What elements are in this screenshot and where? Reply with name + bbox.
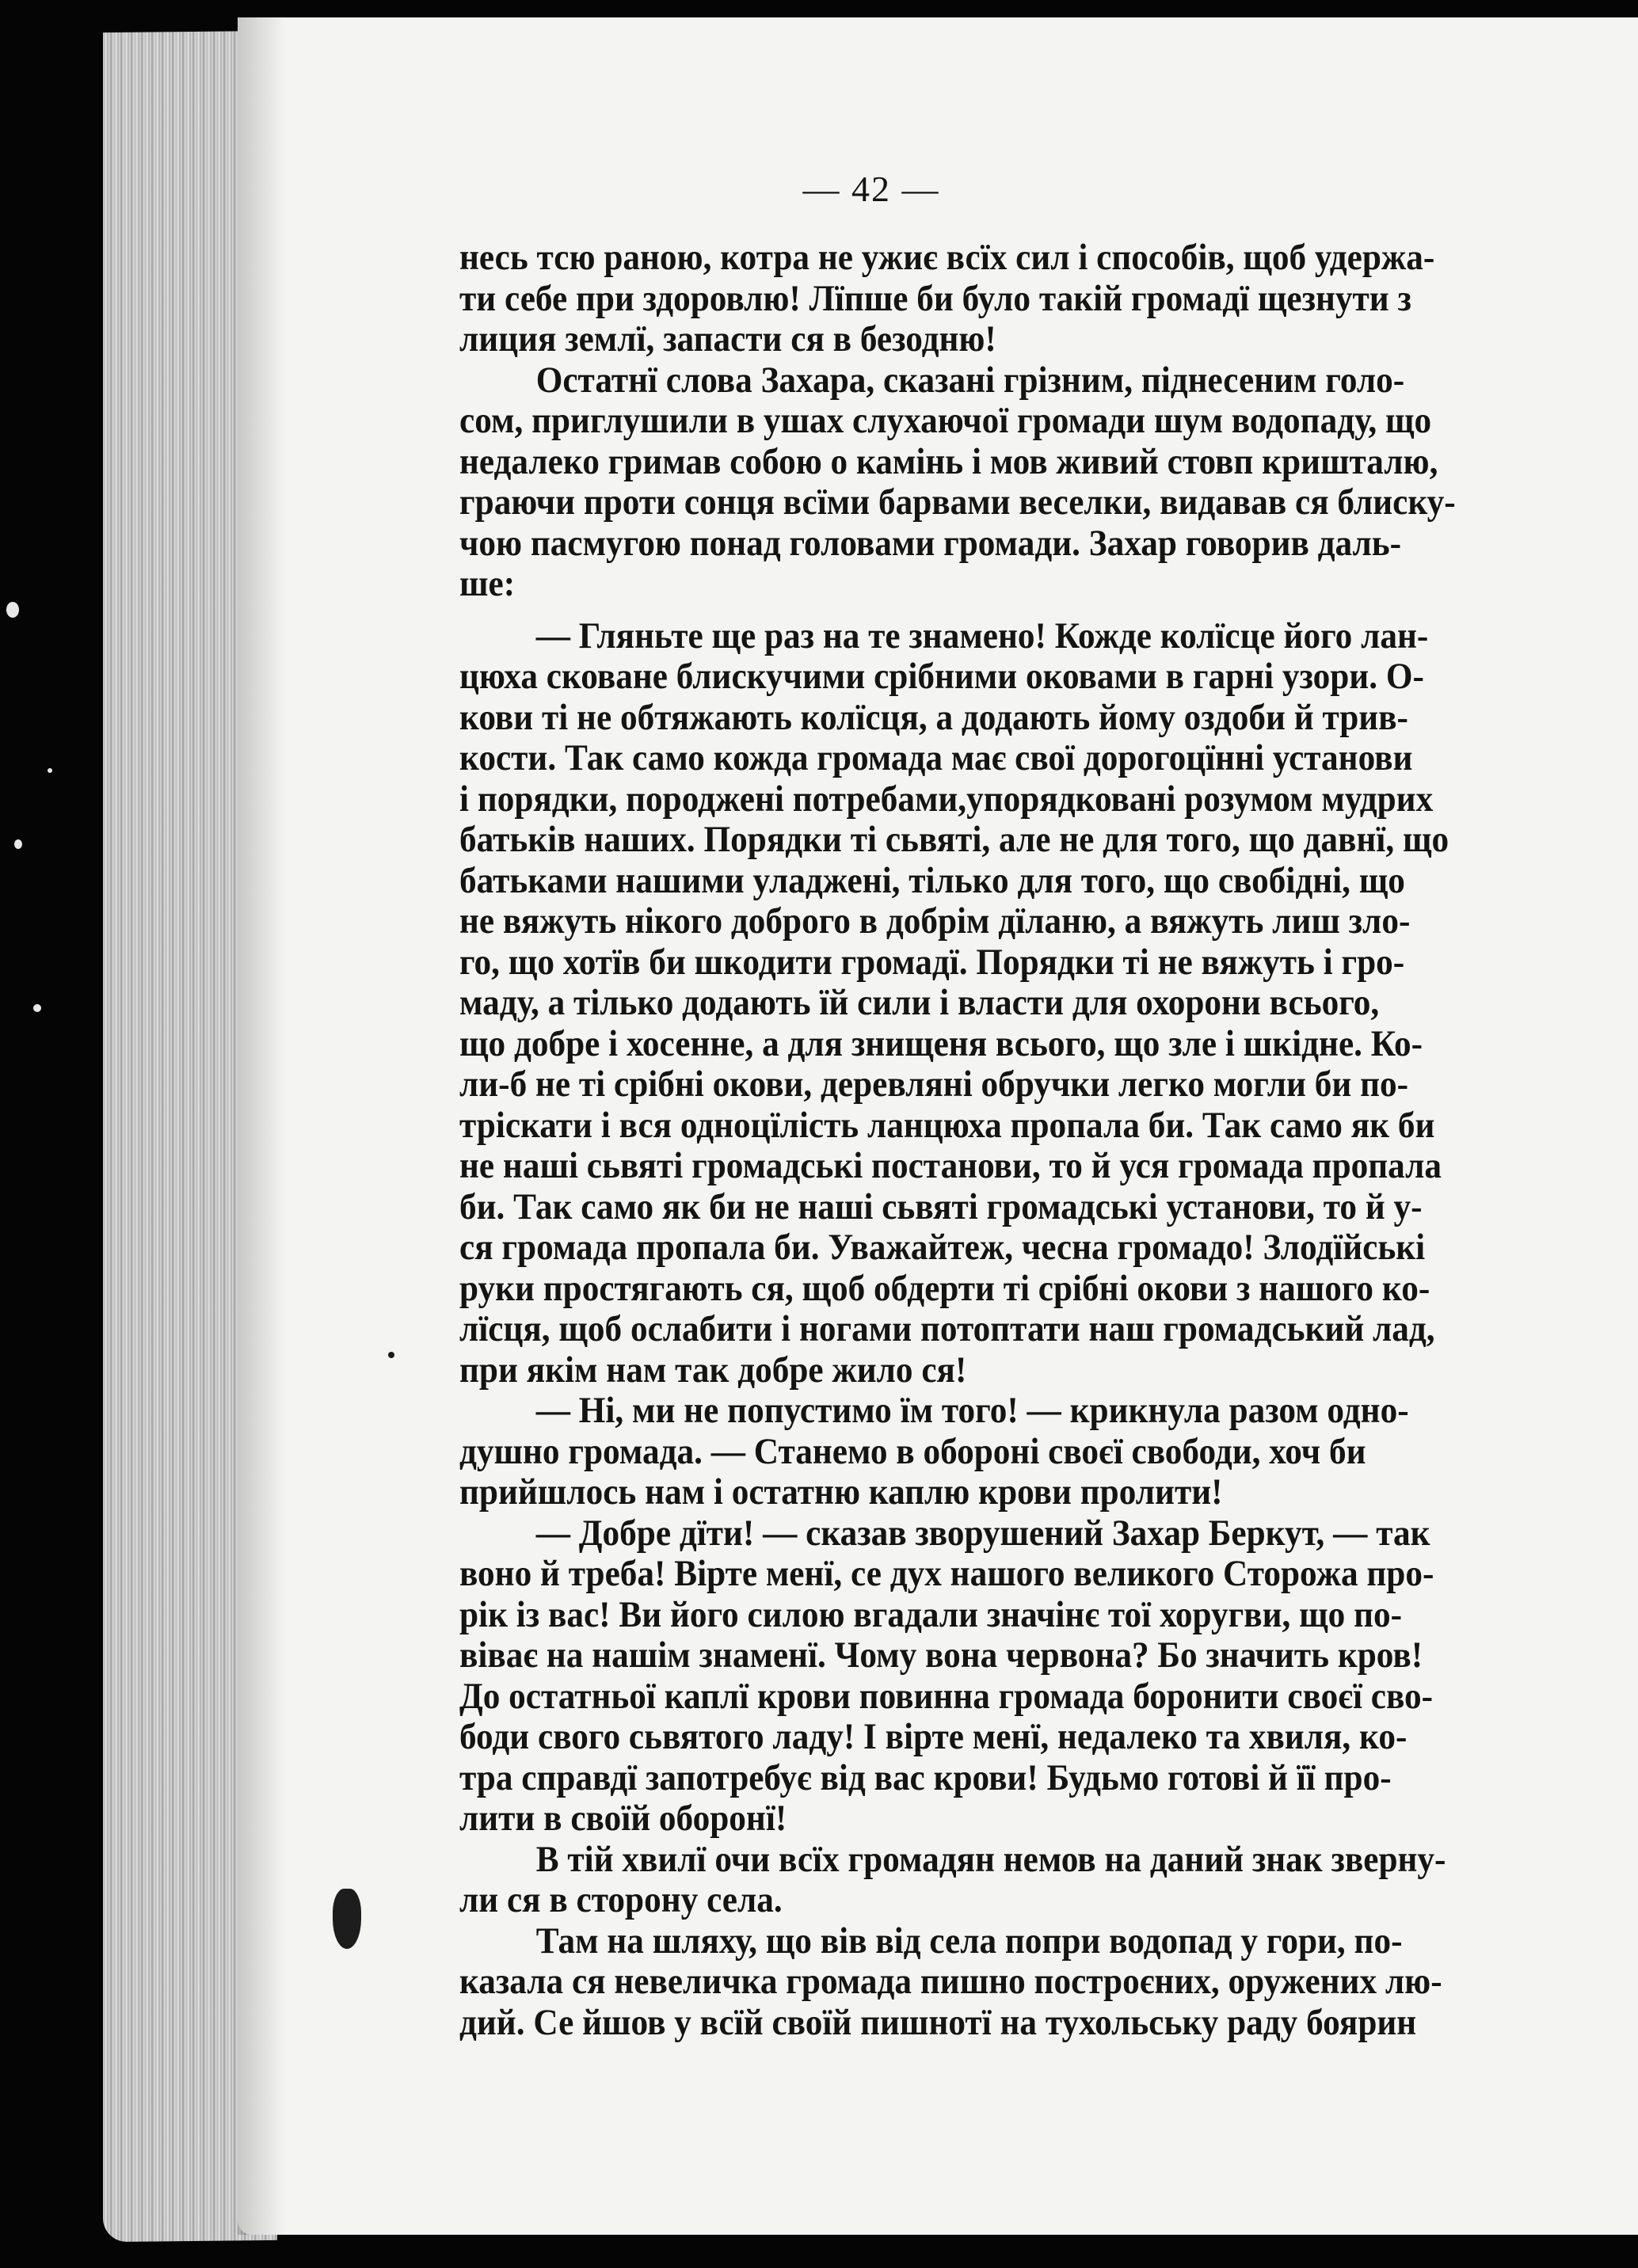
text-line: би. Так само як би не наші сьвяті громадські установи, то й у- [459, 1186, 1423, 1227]
paragraph-start: В тій хвилї очи всїх громадян немов на даний знак зверну- [535, 1839, 1446, 1880]
text-line: го, що хотїв би шкодити громадї. Порядки ті не вяжуть і гро- [459, 942, 1405, 983]
text-line: лїсця, щоб ослабити і ногами потоптати наш громадський лад, [459, 1309, 1435, 1349]
text-line: прийшлось нам і остатню каплю крови пролити! [459, 1472, 1223, 1513]
text-line: До остатньої каплї крови повинна громада боронити своєї сво- [459, 1676, 1434, 1717]
text-line: батьків наших. Порядки ті сьвяті, але не для того, що давнї, що [459, 820, 1449, 860]
margin-speck [6, 602, 19, 618]
paragraph-start: — Ні, ми не попустимо їм того! — крикнула разом одно- [535, 1391, 1409, 1431]
margin-speck [48, 768, 52, 773]
paragraph-start: — Гляньте ще раз на те знамено! Кожде колїсце його лан- [535, 615, 1429, 656]
text-line: ли ся в сторону села. [459, 1880, 783, 1920]
text-line: лиция землї, запасти ся в безодню! [459, 319, 996, 360]
page-gutter-shadow [238, 17, 285, 2235]
text-line: несь тсю раною, котра не ужиє всїх сил і способів, щоб удержа- [459, 238, 1435, 278]
text-line: цюха сковане блискучими срібними оковами в гарні узори. О- [459, 656, 1424, 697]
text-line: казала ся невеличка громада пишно построєних, оружених лю- [459, 1962, 1442, 2002]
text-line: воно й треба! Вірте менї, се дух нашого великого Сторожа про- [459, 1554, 1434, 1594]
text-line: ше: [459, 564, 516, 604]
text-line: ли-б не ті срібні окови, деревляні обручки легко могли би по- [459, 1064, 1409, 1105]
text-line: віває на нашім знаменї. Чому вона червона? Бо значить кров! [459, 1635, 1423, 1676]
page-number: — 42 — [802, 169, 940, 209]
margin-speck [388, 1352, 394, 1358]
text-line: і порядки, породжені потребами,упорядковані розумом мудрих [459, 778, 1434, 820]
text-line: тріскати і вся одноцїлість ланцюха пропала би. Так само як би [459, 1105, 1435, 1146]
text-line: що добре і хосенне, а для знищеня всього, що зле і шкідне. Ко- [459, 1023, 1423, 1064]
text-line: рік із вас! Ви його силою вгадали значінє тої хоругви, що по- [459, 1594, 1403, 1635]
text-line: руки простягають ся, щоб обдерти ті срібні окови з нашого ко- [459, 1268, 1430, 1309]
text-line: граючи проти сонця всїми барвами веселки, видавав ся блиску- [459, 482, 1456, 523]
text-line: боди свого сьвятого ладу! І вірте менї, недалеко та хвиля, ко- [459, 1717, 1408, 1757]
text-line: не вяжуть нікого доброго в добрім дїланю, а вяжуть лиш зло- [459, 901, 1411, 942]
text-line: кости. Так само кожда громада має свої дорогоцїнні установи [459, 738, 1413, 778]
thumb-shadow [333, 1889, 361, 1949]
text-line: дий. Се йшов у всїй своїй пишнотї на тухольську раду боярин [459, 2002, 1417, 2043]
page-text [459, 238, 1638, 2043]
text-line: при якім нам так добре жило ся! [459, 1349, 967, 1391]
text-line: не наші сьвяті громадські постанови, то й уся громада пропала [459, 1146, 1442, 1186]
text-line: лити в своїй оборонї! [459, 1798, 787, 1839]
margin-speck [14, 839, 22, 849]
paragraph-start: Там на шляху, що вів від села попри водопад у гори, по- [535, 1920, 1403, 1962]
margin-speck [33, 1004, 41, 1012]
text-line: ся громада пропала би. Уважайтеж, чесна громадо! Злодїйські [459, 1227, 1426, 1268]
paragraph-start: — Добре дїти! — сказав зворушений Захар Беркут, — так [535, 1513, 1430, 1554]
text-line: недалеко гримав собою о камінь і мов живий стовп кришталю, [459, 441, 1438, 482]
text-line: кови ті не обтяжають колїсця, а додають йому оздоби й трив- [459, 697, 1408, 738]
text-line: сом, приглушили в ушах слухаючої громади шум водопаду, що [459, 401, 1432, 441]
text-line: чою пасмугою понад головами громади. Захар говорив даль- [459, 523, 1402, 564]
text-line: маду, а тілько додають їй сили і власти для охорони всього, [459, 983, 1380, 1023]
paragraph-start: Остатнї слова Захара, сказані грізним, піднесеним голо- [535, 360, 1405, 401]
text-line: душно громада. — Станемо в обороні своєї свободи, хоч би [459, 1431, 1366, 1472]
text-line: ти себе при здоровлю! Лїпше би було такій громадї щезнути з [459, 278, 1411, 319]
text-line: тра справдї запотребує від вас крови! Будьмо готові й її про- [459, 1757, 1392, 1798]
text-line: батьками нашими уладжені, тілько для того, що свобідні, що [459, 860, 1405, 901]
